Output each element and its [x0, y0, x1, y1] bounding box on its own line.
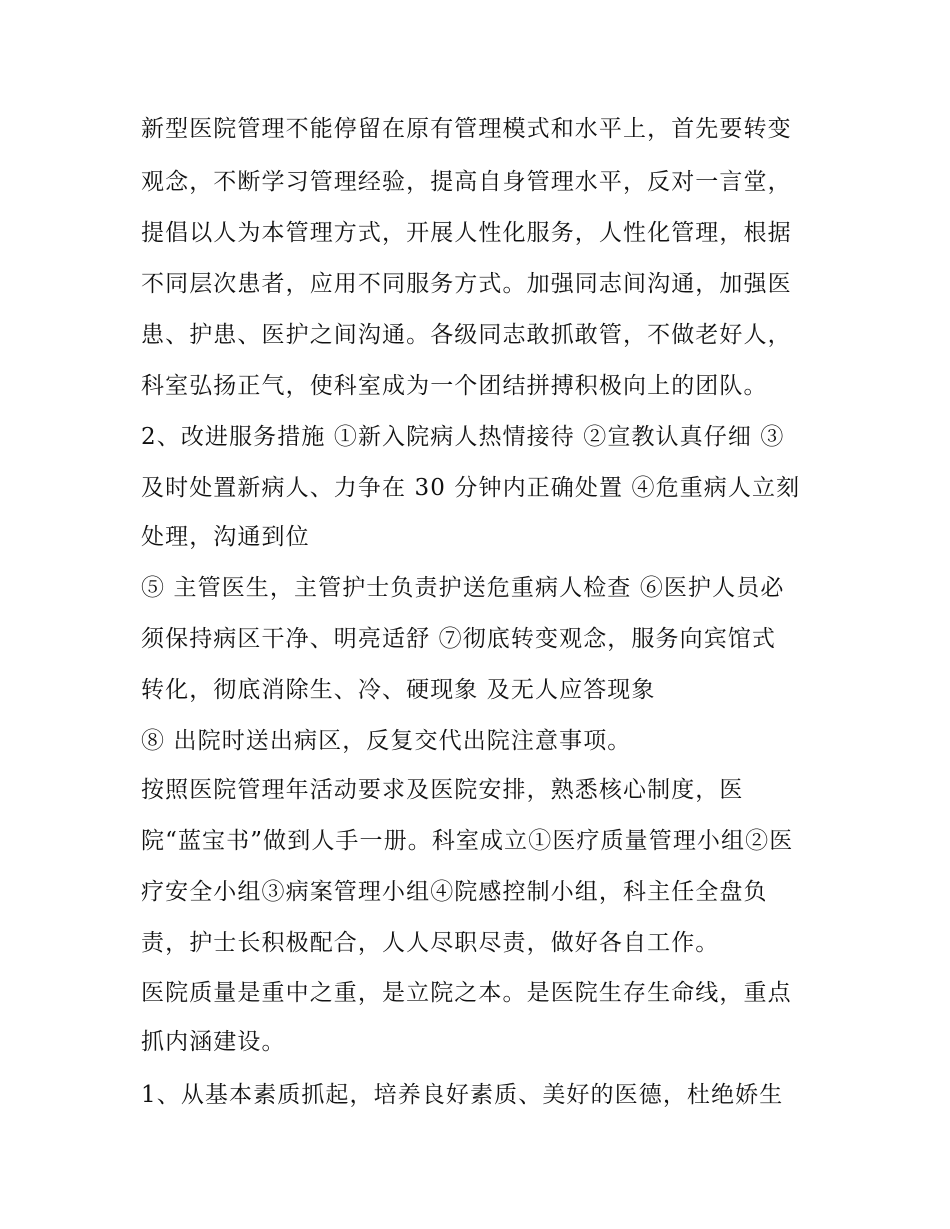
- text-line: 处理，沟通到位: [141, 524, 310, 550]
- text-line: 及时处置新病人、力争在 30 分钟内正确处置 ④危重病人立刻: [141, 475, 801, 501]
- text-line: 2、改进服务措施 ①新入院病人热情接待 ②宣教认真仔细 ③: [141, 424, 785, 450]
- text-line: 抓内涵建设。: [141, 1029, 286, 1055]
- text-line: 按照医院管理年活动要求及医院安排，熟悉核心制度，医: [141, 777, 744, 803]
- text-line: 提倡以人为本管理方式，开展人性化服务，人性化管理，根据: [141, 220, 792, 246]
- text-line: 观念，不断学习管理经验，提高自身管理水平，反对一言堂，: [141, 169, 792, 195]
- text-line: 院“蓝宝书”做到人手一册。科室成立①医疗质量管理小组②医: [141, 828, 794, 854]
- text-line: 医院质量是重中之重，是立院之本。是医院生存生命线，重点: [141, 980, 792, 1006]
- text-line: 责，护士长积极配合，人人尽职尽责，做好各自工作。: [141, 930, 720, 956]
- text-line: 1、从基本素质抓起，培养良好素质、美好的医德，杜绝娇生: [141, 1082, 784, 1108]
- text-line: ⑧ 出院时送出病区，反复交代出院注意事项。: [141, 728, 632, 754]
- text-line: 患、护患、医护之间沟通。各级同志敢抓敢管，不做老好人，: [141, 322, 792, 348]
- text-line: ⑤ 主管医生，主管护士负责护送危重病人检查 ⑥医护人员必: [141, 575, 785, 601]
- text-line: 疗安全小组③病案管理小组④院感控制小组，科主任全盘负: [141, 879, 768, 905]
- text-line: 新型医院管理不能停留在原有管理模式和水平上，首先要转变: [141, 116, 792, 142]
- text-line: 科室弘扬正气，使科室成为一个团结拼搏积极向上的团队。: [141, 373, 768, 399]
- text-line: 须保持病区干净、明亮适舒 ⑦彻底转变观念，服务向宾馆式: [141, 626, 777, 652]
- text-line: 转化，彻底消除生、冷、硬现象 及无人应答现象: [141, 677, 656, 703]
- text-line: 不同层次患者，应用不同服务方式。加强同志间沟通，加强医: [141, 271, 792, 297]
